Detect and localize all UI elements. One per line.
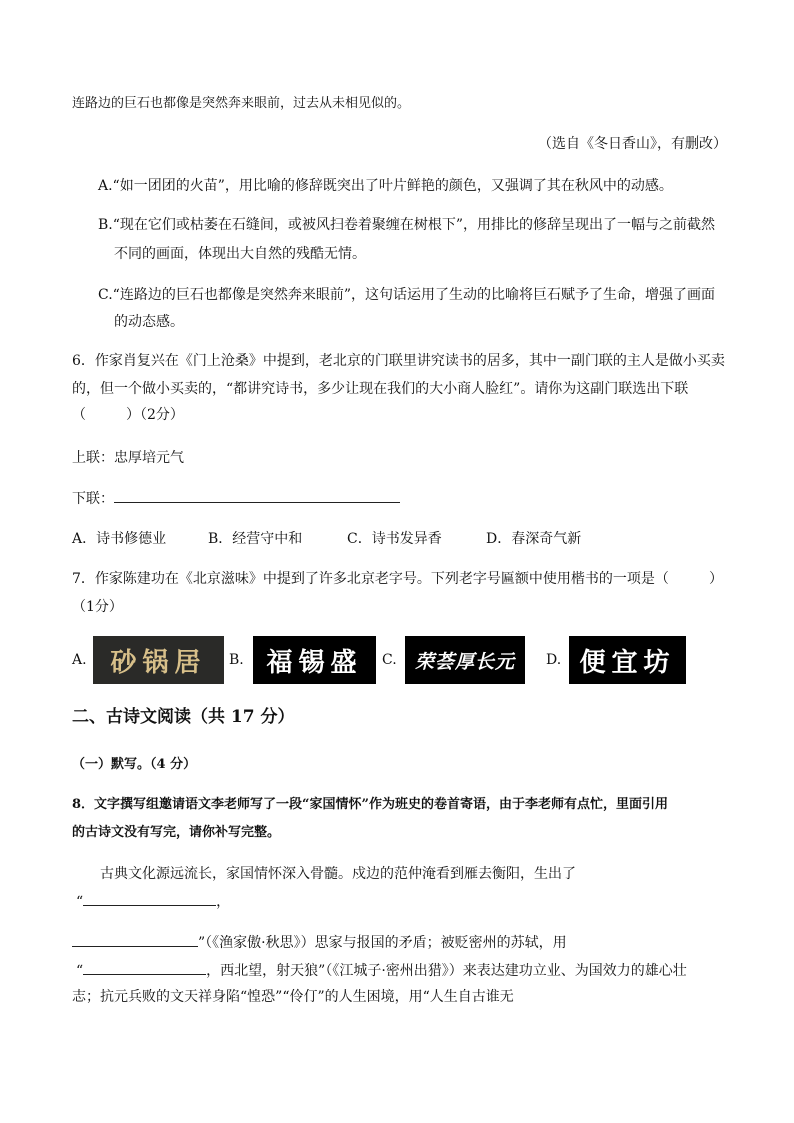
plaque-rongweihouchangyuan: 荣荟厚长元	[405, 636, 525, 684]
q7-label-d: D.	[546, 652, 562, 668]
passage-line4	[76, 960, 687, 981]
q5-option-b-cont: 不同的画面，体现出大自然的残酷无情。	[114, 246, 366, 262]
q8-stem-line2: 的古诗文没有写完，请你补写完整。	[72, 825, 281, 840]
fill-blank-3[interactable]	[83, 960, 206, 975]
q7-label-c: C.	[382, 652, 397, 668]
source-note: （选自《冬日香山》，有删改）	[538, 136, 727, 152]
q8-stem-line1: 8．文字撰写组邀请语文李老师写了一段“家国情怀”作为班史的卷首寄语，由于李老师有点忙，里面引用	[72, 797, 669, 812]
q6-stem-line2: 的，但一个做小买卖的，“都讲究诗书，多少让现在我们的大小商人脸红”。请你为这副门联选出下联	[72, 381, 689, 397]
comma: ，	[216, 894, 231, 910]
plaque-fuxisheng: 福锡盛	[253, 636, 376, 684]
q6-lower-couplet	[72, 488, 400, 509]
q6-option-a: A．诗书修德业	[72, 531, 167, 547]
q7-stem-line1: 7．作家陈建功在《北京滋味》中提到了许多北京老字号。下列老字号匾额中使用楷书的一项是（	[72, 571, 669, 587]
q6-stem-line1: 6．作家肖复兴在《门上沧桑》中提到，老北京的门联里讲究读书的居多，其中一副门联的主人是做小买卖	[72, 353, 725, 369]
q5-option-c-cont: 的动态感。	[114, 314, 184, 330]
open-quote-2: “	[76, 963, 84, 979]
paren-close-score: ）（2分）	[126, 407, 184, 423]
q6-option-b: B．经营守中和	[208, 531, 303, 547]
q5-option-a: A.“如一团团的火苗”，用比喻的修辞既突出了叶片鲜艳的颜色，又强调了其在秋风中的动感。	[98, 178, 673, 194]
q7-paren-close: ）	[709, 571, 723, 587]
q7-label-b: B.	[229, 652, 244, 668]
open-quote: “	[76, 894, 84, 910]
passage-line5: 志；抗元兵败的文天祥身陷“惶恐”“伶仃”的人生困境，用“人生自古谁无	[72, 989, 514, 1005]
q7-label-a: A.	[72, 652, 87, 668]
fill-blank-2[interactable]	[72, 932, 198, 947]
subsection-title: （一）默写。（4 分）	[72, 757, 197, 772]
q6-option-c: C．诗书发异香	[347, 531, 442, 547]
passage-line1: 古典文化源远流长，家国情怀深入骨髓。戍边的范仲淹看到雁去衡阳，生出了	[100, 866, 576, 882]
section-2-title: 二、古诗文阅读（共 17 分）	[72, 707, 295, 727]
plaque-shaguoju: 砂锅居	[93, 636, 224, 684]
q5-option-b: B.“现在它们或枯萎在石缝间，或被风扫卷着聚缠在树根下”，用排比的修辞呈现出了一幅与之前截然	[98, 217, 716, 233]
q6-answer-paren	[72, 405, 184, 425]
q5-option-c: C.“连路边的巨石也都像是突然奔来眼前”，这句话运用了生动的比喻将巨石赋予了生命，增强了画面	[98, 287, 715, 303]
passage-line4-text: ，西北望，射天狼”（《江城子·密州出猎》）来表达建功立业、为国效力的雄心壮	[206, 963, 687, 979]
fill-blank-1[interactable]	[83, 891, 216, 906]
q7-score: （1分）	[72, 599, 123, 615]
q6-upper-couplet: 上联：忠厚培元气	[72, 450, 184, 466]
lower-couplet-blank[interactable]	[114, 488, 400, 503]
passage-end-line: 连路边的巨石也都像是突然奔来眼前，过去从未相见似的。	[72, 96, 411, 111]
lower-label: 下联：	[72, 491, 114, 507]
passage-line2	[76, 891, 230, 912]
plaque-bianyifang: 便宜坊	[569, 636, 686, 684]
q6-option-d: D．春深奇气新	[486, 531, 582, 547]
passage-line3	[72, 932, 567, 953]
paren-open: （	[72, 407, 86, 423]
passage-line3-text: ”（《渔家傲·秋思》）思家与报国的矛盾；被贬密州的苏轼，用	[198, 935, 567, 951]
